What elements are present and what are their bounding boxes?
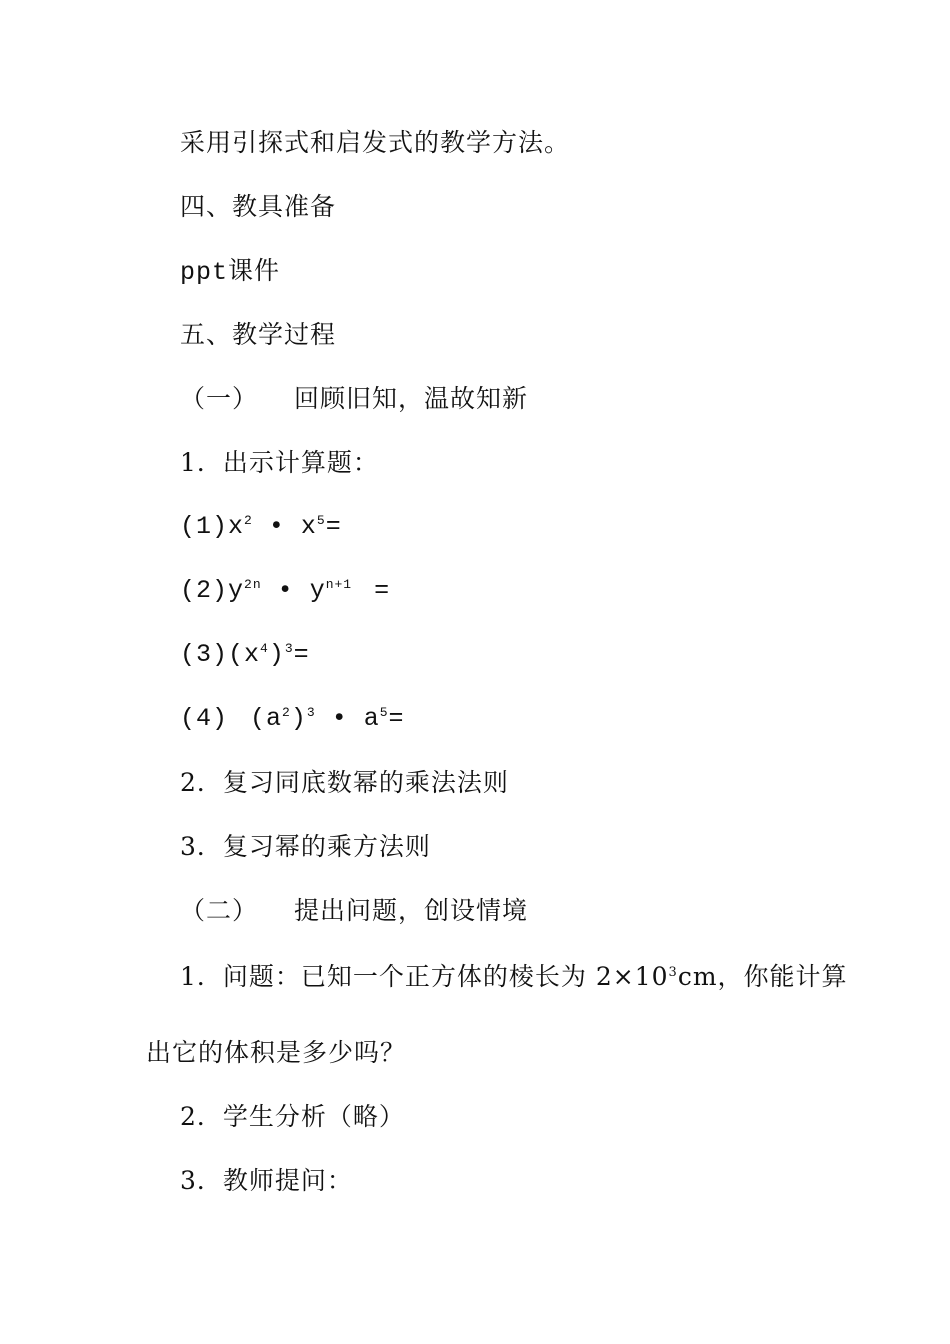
subheading-review-number: （一） <box>180 384 259 413</box>
question-continuation: 出它的体积是多少吗？ <box>146 1038 407 1067</box>
subheading-review-title: 回顾旧知，温故知新 <box>294 384 529 413</box>
list-item-teacher-question: 3．教师提问： <box>180 1166 353 1195</box>
subheading-problem <box>180 896 528 926</box>
exercise-paren: ) <box>268 640 285 669</box>
exercise-base: y <box>309 576 326 605</box>
exercise-3 <box>180 640 310 670</box>
paragraph-teaching-method: 采用引探式和启发式的教学方法。 <box>180 128 571 157</box>
multiply-dot: • <box>268 512 285 541</box>
heading-teaching-process: 五、教学过程 <box>180 320 337 349</box>
exercise-base: (x <box>228 640 261 669</box>
exercise-exponent: 5 <box>379 705 389 720</box>
list-item-question <box>180 962 848 992</box>
list-item-show-exercises: 1．出示计算题： <box>180 448 379 477</box>
exercise-exponent: n+1 <box>325 577 353 592</box>
exercise-label: (1) <box>180 512 229 541</box>
paragraph-ppt-courseware <box>180 256 280 288</box>
heading-teaching-aids: 四、教具准备 <box>180 192 337 221</box>
exercise-exponent: 2 <box>244 513 253 528</box>
multiply-dot: • <box>277 576 294 605</box>
equals-sign: = <box>388 704 405 733</box>
exercise-label: (3) <box>180 640 229 669</box>
exercise-base: x <box>228 512 245 541</box>
exercise-base: y <box>228 576 245 605</box>
exercise-exponent: 2 <box>282 705 291 720</box>
list-item-student-analysis: 2．学生分析（略） <box>180 1102 405 1131</box>
exercise-label: (2) <box>180 576 229 605</box>
exercise-base: x <box>300 512 317 541</box>
subheading-problem-number: （二） <box>180 896 259 925</box>
multiply-dot: • <box>331 704 348 733</box>
subheading-review <box>180 384 528 414</box>
exercise-paren: ) <box>290 704 307 733</box>
question-exponent: 3 <box>668 965 678 980</box>
equals-sign: = <box>325 512 342 541</box>
list-item-review-multiplication-rule: 2．复习同底数幂的乘法法则 <box>180 768 509 797</box>
exercise-exponent: 5 <box>316 513 326 528</box>
equals-sign: = <box>374 576 391 605</box>
exercise-base: (a <box>250 704 283 733</box>
exercise-4 <box>180 704 405 734</box>
exercise-2 <box>180 576 390 606</box>
exercise-exponent: 3 <box>284 641 294 656</box>
ppt-text: ppt <box>180 258 229 287</box>
exercise-exponent: 4 <box>260 641 269 656</box>
subheading-problem-title: 提出问题，创设情境 <box>294 896 529 925</box>
question-text-start: 1．问题：已知一个正方体的棱长为 2×10 <box>180 962 669 991</box>
exercise-exponent: 3 <box>306 705 316 720</box>
list-item-review-power-rule: 3．复习幂的乘方法则 <box>180 832 431 861</box>
question-text-end: cm，你能计算 <box>677 962 848 991</box>
exercise-exponent: 2n <box>244 577 262 592</box>
exercise-1 <box>180 512 342 542</box>
equals-sign: = <box>293 640 310 669</box>
courseware-text: 课件 <box>228 256 281 285</box>
exercise-base: a <box>363 704 380 733</box>
exercise-label: (4) <box>180 704 229 733</box>
